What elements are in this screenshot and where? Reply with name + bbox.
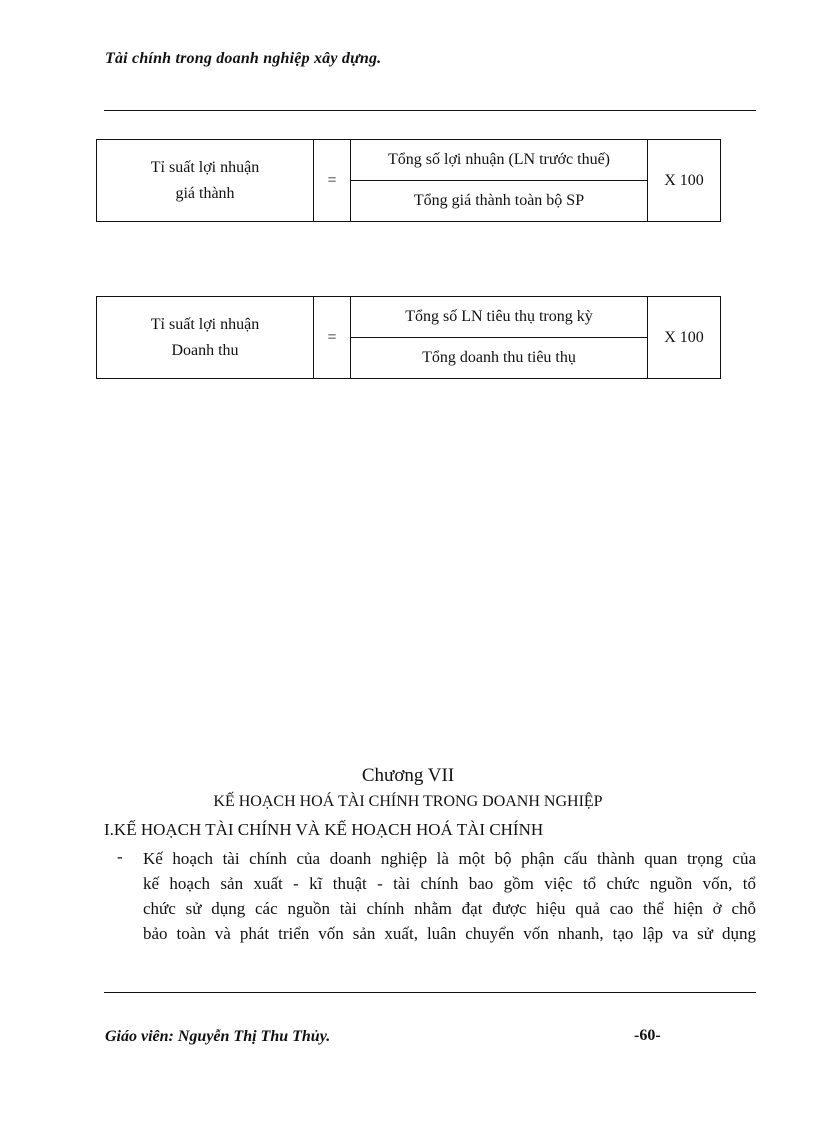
chapter-title: KẾ HOẠCH HOÁ TÀI CHÍNH TRONG DOANH NGHIỆP [213,793,603,810]
paragraph-line: Kế hoạch tài chính của doanh nghiệp là một bộ phận cấu thành quan trọng của [143,849,756,868]
paragraph-line: chức sử dụng các nguồn tài chính nhằm đạt được hiệu quả cao thể hiện ở chỗ [143,899,756,918]
formula-label-line1: Tỉ suất lợi nhuận [150,315,260,333]
formula-label-line2: Doanh thu [171,341,239,359]
formula-numerator: Tổng số LN tiêu thụ trong kỳ [351,297,648,338]
formula-label-line2: giá thành [175,184,235,202]
formula-profit-revenue-ratio [96,296,721,379]
footer-divider [104,992,756,993]
formula-denominator: Tổng doanh thu tiêu thụ [351,338,648,379]
bullet-marker: - [117,847,123,866]
page-number: -60- [634,1027,661,1044]
formula-multiplier: X 100 [648,140,721,222]
formula-label [97,140,314,222]
bullet-paragraph [143,846,756,946]
header-title: Tài chính trong doanh nghiệp xây dựng. [105,50,382,67]
paragraph-line: kế hoạch sản xuất - kĩ thuật - tài chính bao gồm việc tổ chức nguồn vốn, tổ [143,874,756,893]
chapter-number: Chương VII [361,765,455,786]
section-heading: I.KẾ HOẠCH TÀI CHÍNH VÀ KẾ HOẠCH HOÁ TÀI CHÍNH [104,820,544,839]
formula-label [97,297,314,379]
formula-label-line1: Tỉ suất lợi nhuận [150,158,260,176]
formula-multiplier: X 100 [648,297,721,379]
paragraph-line: bảo toàn và phát triển vốn sản xuất, luân chuyển vốn nhanh, tạo lập va sử dụng [143,924,756,943]
formula-denominator: Tổng giá thành toàn bộ SP [351,181,648,222]
formula-profit-cost-ratio [96,139,721,222]
equals-sign: = [314,140,351,222]
header-divider [104,110,756,111]
equals-sign: = [314,297,351,379]
footer-teacher: Giáo viên: Nguyễn Thị Thu Thủy. [105,1028,331,1045]
formula-numerator: Tổng số lợi nhuận (LN trước thuế) [351,140,648,181]
